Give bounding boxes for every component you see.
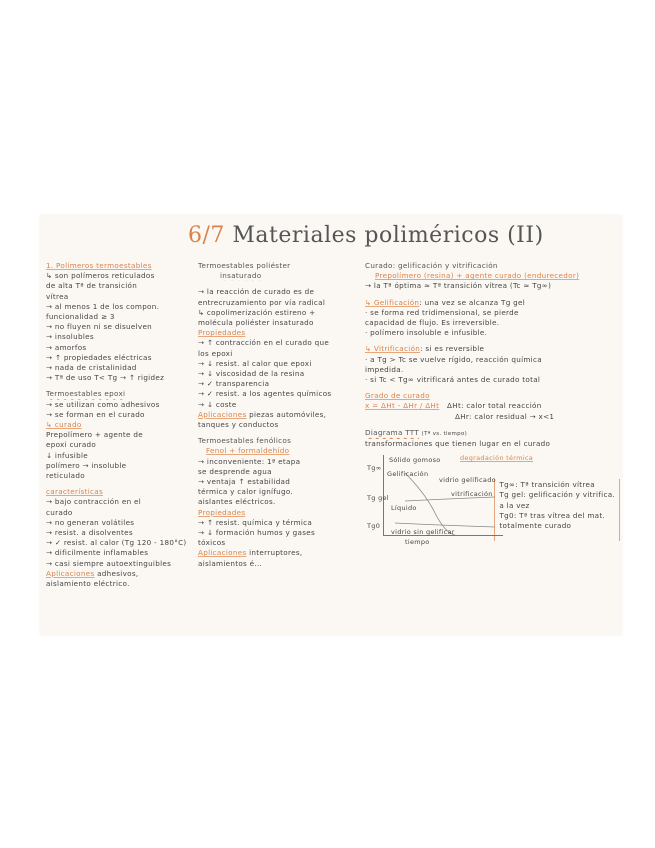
propiedades-list bbox=[198, 338, 360, 409]
note-line: · polímero insoluble e infusible. bbox=[365, 328, 488, 338]
grado-note-2: ΔHr: calor residual → x<1 bbox=[455, 411, 555, 421]
curado-scheme bbox=[46, 430, 196, 481]
fenolicos-list bbox=[198, 457, 360, 508]
definition-line: totalmente curado bbox=[499, 521, 572, 531]
label-gelificacion: Gelificación bbox=[387, 470, 429, 479]
ttt-label: Diagrama TTT bbox=[365, 427, 420, 437]
note-line: ↳ copolimerización estireno + bbox=[198, 307, 316, 317]
definition-line: Tg∞: Tª transición vítrea bbox=[499, 480, 595, 490]
note-line: → bajo contracción en el bbox=[46, 497, 142, 507]
aplicaciones-cont-2: tanques y conductos bbox=[198, 420, 279, 430]
note-line: curado bbox=[46, 507, 73, 517]
notes-sheet bbox=[40, 215, 622, 635]
vitrificacion-text: : si es reversible bbox=[420, 344, 485, 354]
column-poliester bbox=[198, 261, 360, 569]
note-line: → ✓ resist. al calor (Tg 120 - 180°C) bbox=[46, 538, 187, 548]
prepolimero-line: Prepolímero (resina) + agente curado (endurecedor) bbox=[375, 271, 580, 281]
note-line: de alta Tª de transición bbox=[46, 281, 138, 291]
note-line: → la reacción de curado es de bbox=[198, 287, 315, 297]
scheme-line: reticulado bbox=[46, 471, 85, 481]
note-line: → ↓ resist. al calor que epoxi bbox=[198, 358, 312, 368]
aplicaciones-label-3: Aplicaciones bbox=[198, 548, 247, 558]
gelificacion-text: : una vez se alcanza Tg gel bbox=[419, 297, 526, 307]
curado-label: ↳ curado bbox=[46, 420, 82, 430]
poliester-sub: insaturado bbox=[220, 271, 262, 281]
note-line: → amorfos bbox=[46, 342, 87, 352]
note-line: térmica y calor ignífugo. bbox=[198, 487, 294, 497]
note-line: → ↓ viscosidad de la resina bbox=[198, 369, 305, 379]
label-tg0: Tg0 bbox=[367, 522, 381, 531]
caracteristicas-heading: características bbox=[46, 487, 104, 497]
aplicaciones-text: adhesivos, bbox=[97, 568, 139, 578]
epoxi-list bbox=[46, 400, 196, 420]
note-line: → ventaja ↑ estabilidad bbox=[198, 477, 291, 487]
note-line: → ↑ propiedades eléctricas bbox=[46, 352, 152, 362]
grado-curado-label: Grado de curado bbox=[365, 391, 430, 401]
label-liquido: Líquido bbox=[391, 504, 417, 513]
note-line: molécula poliéster insaturado bbox=[198, 318, 314, 328]
aplicaciones-text-3: interruptores, bbox=[249, 548, 303, 558]
label-tiempo: tiempo bbox=[405, 538, 430, 547]
poliester-list bbox=[198, 287, 360, 328]
propiedades-heading: Propiedades bbox=[198, 328, 246, 338]
note-line: → ✓ transparencia bbox=[198, 379, 270, 389]
note-line: → no generan volátiles bbox=[46, 517, 135, 527]
aplicaciones-label: Aplicaciones bbox=[46, 568, 95, 578]
note-line: → ✓ resist. a los agentes químicos bbox=[198, 389, 332, 399]
note-line: → ↑ resist. química y térmica bbox=[198, 517, 313, 527]
label-degradacion: degradación térmica bbox=[460, 454, 534, 463]
label-solido: Sólido gomoso bbox=[389, 456, 441, 465]
note-line: se desprende agua bbox=[198, 466, 272, 476]
note-line: los epoxi bbox=[198, 348, 233, 358]
scheme-line: epoxi curado bbox=[46, 440, 97, 450]
poliester-heading: Termoestables poliéster bbox=[198, 261, 291, 270]
note-line: entrecruzamiento por vía radical bbox=[198, 297, 326, 307]
gelificacion-list bbox=[365, 308, 620, 339]
note-line: ↳ son polímeros reticulados bbox=[46, 271, 155, 281]
aplicaciones-cont: aislamiento eléctrico. bbox=[46, 579, 130, 589]
label-tg-gel: Tg gel bbox=[367, 494, 389, 503]
propiedades2-heading: Propiedades bbox=[198, 507, 246, 517]
note-line: → ↑ contracción en el curado que bbox=[198, 338, 330, 348]
note-line: → casi siempre autoextinguibles bbox=[46, 558, 172, 568]
termoestables-list bbox=[46, 271, 196, 383]
note-line: → se utilizan como adhesivos bbox=[46, 399, 160, 409]
column-termoestables bbox=[46, 261, 196, 589]
fenolicos-heading: Termoestables fenólicos bbox=[198, 436, 292, 446]
note-line: capacidad de flujo. Es irreversible. bbox=[365, 318, 500, 328]
note-line: → no fluyen ni se disuelven bbox=[46, 322, 153, 332]
temp-optima-line: → la Tª óptima ≈ Tª transición vítrea (Tc ≈ Tg∞) bbox=[365, 281, 552, 291]
vitrificacion-label: ↳ Vitrificación bbox=[365, 344, 421, 354]
note-line: → ↓ coste bbox=[198, 399, 237, 409]
aplicaciones-cont-3: aislamientos é... bbox=[198, 558, 263, 568]
caracteristicas-list bbox=[46, 497, 196, 568]
ttt-description: transformaciones que tienen lugar en el curado bbox=[365, 439, 551, 449]
note-line: → se forman en el curado bbox=[46, 409, 145, 419]
note-line: → al menos 1 de los compon. bbox=[46, 301, 160, 311]
gelificacion-label: ↳ Gelificación bbox=[365, 297, 420, 307]
note-line: → inconveniente: 1ª etapa bbox=[198, 456, 301, 466]
note-line: → resist. a disolventes bbox=[46, 528, 133, 538]
label-vidrio-sin: vidrio sin gelificar bbox=[391, 528, 455, 537]
scheme-line: ↓ infusible bbox=[46, 450, 88, 460]
note-line: · se forma red tridimensional, se pierde bbox=[365, 307, 519, 317]
label-vidrio-gel: vidrio gelificado bbox=[439, 476, 496, 485]
note-line: → dificilmente inflamables bbox=[46, 548, 149, 558]
epoxi-heading: Termoestables epoxi bbox=[46, 389, 126, 399]
aplicaciones-label-2: Aplicaciones bbox=[198, 409, 247, 419]
grado-note-1: ΔHt: calor total reacción bbox=[447, 401, 542, 411]
definition-line: Tg0: Tª tras vítrea del mat. bbox=[499, 510, 606, 520]
note-line: aislantes eléctricos. bbox=[198, 497, 276, 507]
title-text: Materiales poliméricos (II) bbox=[232, 223, 544, 248]
ttt-note: (Tª vs. tiempo) bbox=[421, 430, 468, 437]
definition-line: Tg gel: gelificación y vitrifica. bbox=[499, 490, 615, 500]
definition-line: a la vez bbox=[499, 500, 530, 510]
column-curado bbox=[365, 261, 620, 547]
title-number: 6/7 bbox=[188, 223, 225, 248]
curado-heading: Curado: gelificación y vitrificación bbox=[365, 261, 498, 270]
page-title bbox=[188, 223, 544, 248]
label-tg-inf: Tg∞ bbox=[367, 464, 382, 473]
note-line: impedida. bbox=[365, 364, 404, 374]
scheme-line: Prepolímero + agente de bbox=[46, 430, 143, 440]
note-line: → ↓ formación humos y gases bbox=[198, 528, 316, 538]
vitrificacion-list bbox=[365, 355, 620, 386]
propiedades2-list bbox=[198, 518, 360, 549]
note-line: vítrea bbox=[46, 291, 69, 301]
note-line: tóxicos bbox=[198, 538, 226, 548]
note-line: funcionalidad ≥ 3 bbox=[46, 312, 115, 322]
note-line: → insolubles bbox=[46, 332, 94, 342]
grado-formula: x = ΔHt - ΔHr / ΔHt bbox=[365, 401, 440, 411]
note-line: → Tª de uso T< Tg → ↑ rigidez bbox=[46, 373, 165, 383]
section-heading-termoestables: 1. Polímeros termoestables bbox=[46, 261, 152, 270]
note-line: · si Tc < Tg∞ vitrificará antes de curado total bbox=[365, 375, 541, 385]
fenolicos-sub: Fenol + formaldehído bbox=[206, 446, 290, 456]
aplicaciones-text-2: piezas automóviles, bbox=[249, 409, 327, 419]
note-line: · a Tg > Tc se vuelve rígido, reacción química bbox=[365, 354, 542, 364]
note-line: → nada de cristalinidad bbox=[46, 363, 137, 373]
scheme-line: polímero → insoluble bbox=[46, 460, 127, 470]
label-vitrificacion: vitrificación bbox=[451, 490, 493, 499]
